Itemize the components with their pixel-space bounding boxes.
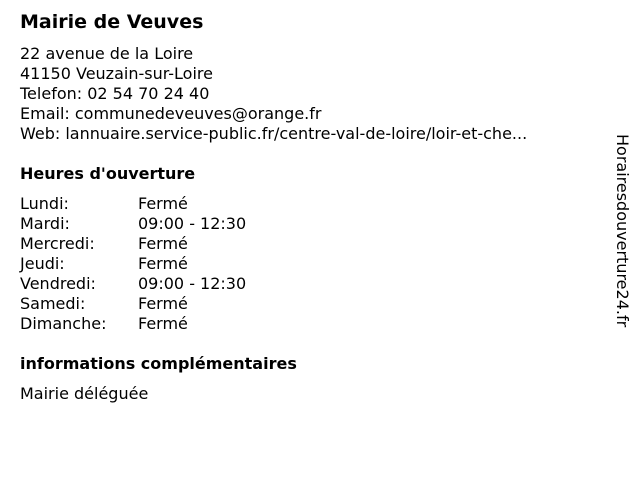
watermark-text: Horairesdouverture24.fr [613,134,632,328]
email-line: Email: communedeveuves@orange.fr [20,104,322,123]
hours-value: Fermé [138,234,188,253]
day-label: Vendredi: [20,274,96,293]
info-text: Mairie déléguée [20,384,149,403]
day-label: Samedi: [20,294,86,313]
hours-value: Fermé [138,254,188,273]
address-city: 41150 Veuzain-sur-Loire [20,64,213,83]
day-label: Lundi: [20,194,69,213]
contact-block [20,44,527,144]
address-street: 22 avenue de la Loire [20,44,194,63]
hours-value: Fermé [138,314,188,333]
page-title: Mairie de Veuves [20,11,204,33]
hours-value: 09:00 - 12:30 [138,274,247,293]
day-label: Dimanche: [20,314,107,333]
web-line: Web: lannuaire.service-public.fr/centre-val-de-loire/loir-et-che... [20,124,528,143]
hours-value: 09:00 - 12:30 [138,214,247,233]
hours-value: Fermé [138,194,188,213]
day-label: Mardi: [20,214,70,233]
day-label: Jeudi: [20,254,65,273]
hours-value: Fermé [138,294,188,313]
day-label: Mercredi: [20,234,95,253]
site-watermark [612,134,632,374]
hours-heading: Heures d'ouverture [20,164,196,183]
info-heading: informations complémentaires [20,354,297,373]
phone-line: Telefon: 02 54 70 24 40 [20,84,210,103]
